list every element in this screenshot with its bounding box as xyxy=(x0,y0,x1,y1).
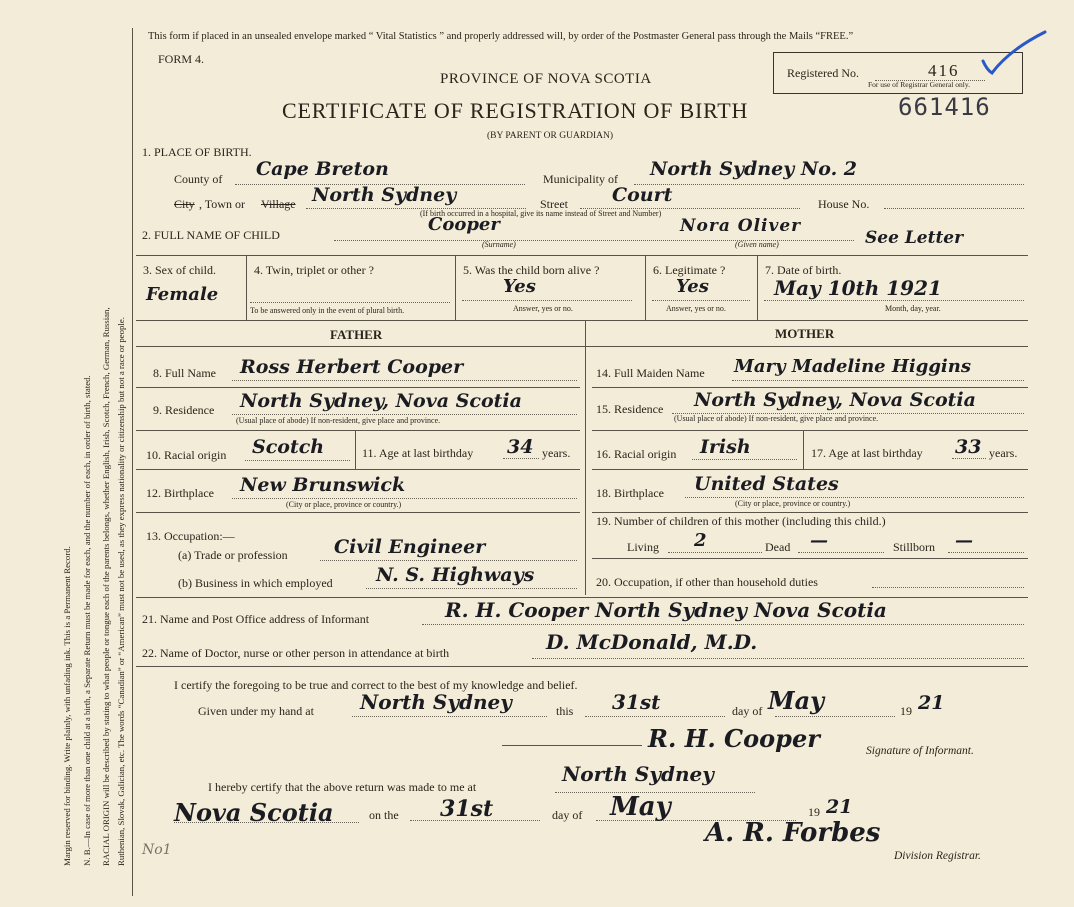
father-residence-label: 9. Residence xyxy=(153,403,215,417)
village-label: Village xyxy=(261,197,296,211)
mother-birthplace-value: United States xyxy=(694,473,839,495)
living-value: 2 xyxy=(694,530,707,551)
mother-racial-value: Irish xyxy=(700,436,751,458)
father-trade-label: (a) Trade or profession xyxy=(178,548,288,562)
certify-year-value: 21 xyxy=(918,692,945,714)
informant-label: 21. Name and Post Office address of Informant xyxy=(142,612,370,626)
date-of-birth-value: May 10th 1921 xyxy=(774,276,942,300)
mother-residence-caption: (Usual place of abode) If non-resident, give place and province. xyxy=(674,414,879,423)
surname-caption: (Surname) xyxy=(482,240,516,249)
certificate-title: CERTIFICATE OF REGISTRATION OF BIRTH xyxy=(282,98,749,123)
father-age-label: 11. Age at last birthday xyxy=(362,446,474,460)
doctor-label: 22. Name of Doctor, nurse or other person in attendance at birth xyxy=(142,646,450,660)
mother-age-years: years. xyxy=(989,446,1018,460)
child-name-label: 2. FULL NAME OF CHILD xyxy=(142,228,280,242)
registrar-year-value: 21 xyxy=(826,796,853,818)
father-business-value: N. S. Highways xyxy=(376,564,535,586)
registrar-place2-value: Nova Scotia xyxy=(174,798,334,827)
registrar-on-the-label: on the xyxy=(369,808,399,822)
child-surname: Cooper xyxy=(428,214,500,235)
registrar-month-value: May xyxy=(610,792,671,822)
mother-birthplace-caption: (City or place, province or country.) xyxy=(735,499,851,508)
registrar-caption: Division Registrar. xyxy=(894,850,981,862)
registrar-year-prefix: 19 xyxy=(808,805,820,819)
legitimate-value: Yes xyxy=(676,276,709,297)
father-racial-value: Scotch xyxy=(252,436,325,458)
stillborn-value: — xyxy=(955,530,973,551)
dead-label: Dead xyxy=(765,540,791,554)
city-label: City xyxy=(174,197,195,211)
doctor-value: D. McDonald, M.D. xyxy=(546,630,758,654)
registrar-day-of-label: day of xyxy=(552,808,583,822)
twin-note: To be answered only in the event of plural birth. xyxy=(250,306,405,315)
mother-residence-value: North Sydney, Nova Scotia xyxy=(694,389,976,411)
sex-label: 3. Sex of child. xyxy=(143,263,216,277)
place-of-birth-label: 1. PLACE OF BIRTH. xyxy=(142,145,252,159)
house-number-label: House No. xyxy=(818,197,870,211)
registration-stamp-number: 661416 xyxy=(898,93,991,121)
certify-day-value: 31st xyxy=(612,690,661,714)
this-label: this xyxy=(556,704,574,718)
father-residence-caption: (Usual place of abode) If non-resident, give place and province. xyxy=(236,416,441,425)
hospital-note: (If birth occurred in a hospital, give its name instead of Street and Number) xyxy=(420,209,662,218)
form-number: FORM 4. xyxy=(158,52,205,66)
father-name-label: 8. Full Name xyxy=(153,366,216,380)
mother-name-label: 14. Full Maiden Name xyxy=(596,366,705,380)
informant-value: R. H. Cooper North Sydney Nova Scotia xyxy=(445,598,887,622)
informant-signature: R. H. Cooper xyxy=(648,724,820,753)
stillborn-label: Stillborn xyxy=(893,540,936,554)
given-name-caption: (Given name) xyxy=(735,240,779,249)
margin-note-4: Ruthenian, Slovak, Galician, etc. The words “Canadian” or “American” must not be used, as they express nationality or citizenship but not a race or people. xyxy=(116,317,126,866)
father-birthplace-value: New Brunswick xyxy=(240,474,406,496)
father-heading: FATHER xyxy=(330,327,383,342)
father-residence-value: North Sydney, Nova Scotia xyxy=(240,390,522,412)
registrar-day-value: 31st xyxy=(440,796,494,822)
informant-signature-caption: Signature of Informant. xyxy=(866,745,974,757)
mother-age-label: 17. Age at last birthday xyxy=(811,446,923,460)
twin-label: 4. Twin, triplet or other ? xyxy=(254,263,374,277)
father-age-value: 34 xyxy=(507,436,534,458)
father-age-years: years. xyxy=(542,446,571,460)
date-of-birth-label: 7. Date of birth. xyxy=(765,263,842,277)
legitimate-caption: Answer, yes or no. xyxy=(666,304,726,313)
county-value: Cape Breton xyxy=(256,158,389,180)
registrar-certify-text: I hereby certify that the above return was made to me at xyxy=(208,780,477,794)
mother-children-label: 19. Number of children of this mother (including this child.) xyxy=(596,514,886,528)
certify-text: I certify the foregoing to be true and correct to the best of my knowledge and belief. xyxy=(174,678,578,692)
sex-value: Female xyxy=(146,284,219,305)
father-birthplace-caption: (City or place, province or country.) xyxy=(286,500,402,509)
date-of-birth-caption: Month, day, year. xyxy=(885,304,941,313)
father-business-label: (b) Business in which employed xyxy=(178,576,333,590)
county-label: County of xyxy=(174,172,223,186)
town-value: North Sydney xyxy=(312,184,457,206)
father-birthplace-label: 12. Birthplace xyxy=(146,486,214,500)
street-label: Street xyxy=(540,197,568,211)
margin-pencil-note: No1 xyxy=(142,842,172,858)
registered-label: Registered No. xyxy=(787,66,859,80)
town-label: , Town or xyxy=(199,197,245,211)
municipality-label: Municipality of xyxy=(543,172,618,186)
father-name-value: Ross Herbert Cooper xyxy=(240,356,464,378)
see-letter-note: See Letter xyxy=(865,228,964,248)
child-given-name: Nora Oliver xyxy=(680,216,802,236)
mother-heading: MOTHER xyxy=(775,326,835,341)
registrar-signature: A. R. Forbes xyxy=(705,818,881,848)
born-alive-value: Yes xyxy=(503,276,536,297)
registrar-place-value: North Sydney xyxy=(562,762,714,786)
street-value: Court xyxy=(612,184,673,206)
margin-note-2: N. B.—In case of more than one child at a birth, a Separate Return must be made for each, and the number of each, in order of birth, stated. xyxy=(82,375,92,866)
province-heading: PROVINCE OF NOVA SCOTIA xyxy=(440,71,652,87)
registered-number: 416 xyxy=(928,61,960,80)
municipality-value: North Sydney No. 2 xyxy=(650,158,858,180)
certify-place-value: North Sydney xyxy=(360,690,512,714)
mother-racial-label: 16. Racial origin xyxy=(596,447,677,461)
mother-age-value: 33 xyxy=(955,436,982,458)
father-racial-label: 10. Racial origin xyxy=(146,448,227,462)
given-under-hand-label: Given under my hand at xyxy=(198,704,314,718)
born-alive-label: 5. Was the child born alive ? xyxy=(463,263,600,277)
mother-birthplace-label: 18. Birthplace xyxy=(596,486,664,500)
father-trade-value: Civil Engineer xyxy=(334,536,486,558)
legitimate-label: 6. Legitimate ? xyxy=(653,263,726,277)
dead-value: — xyxy=(810,530,828,551)
checkmark-icon xyxy=(975,28,1050,83)
certify-year-prefix: 19 xyxy=(900,704,912,718)
born-alive-caption: Answer, yes or no. xyxy=(513,304,573,313)
father-occupation-label: 13. Occupation:— xyxy=(146,529,235,543)
margin-note-1: Margin reserved for binding. Write plainly, with unfading ink. This is a Permanent Record. xyxy=(62,546,72,866)
certificate-subtitle: (BY PARENT OR GUARDIAN) xyxy=(487,131,614,141)
margin-note-3: RACIAL ORIGIN will be described by stating to what people or tongue each of the parents belongs, whether English, Irish, Scotch, French, German, Russian, xyxy=(101,307,111,866)
certify-day-of-label: day of xyxy=(732,704,763,718)
postal-notice: This form if placed in an unsealed envelope marked “ Vital Statistics ” and properly addressed will, by order of the Postmaster General pass through the Mails “FREE.” xyxy=(148,31,854,42)
mother-name-value: Mary Madeline Higgins xyxy=(734,356,971,377)
mother-residence-label: 15. Residence xyxy=(596,402,664,416)
mother-occupation-label: 20. Occupation, if other than household duties xyxy=(596,575,818,589)
registered-note: For use of Registrar General only. xyxy=(868,80,970,89)
living-label: Living xyxy=(627,540,659,554)
certify-month-value: May xyxy=(768,686,825,715)
